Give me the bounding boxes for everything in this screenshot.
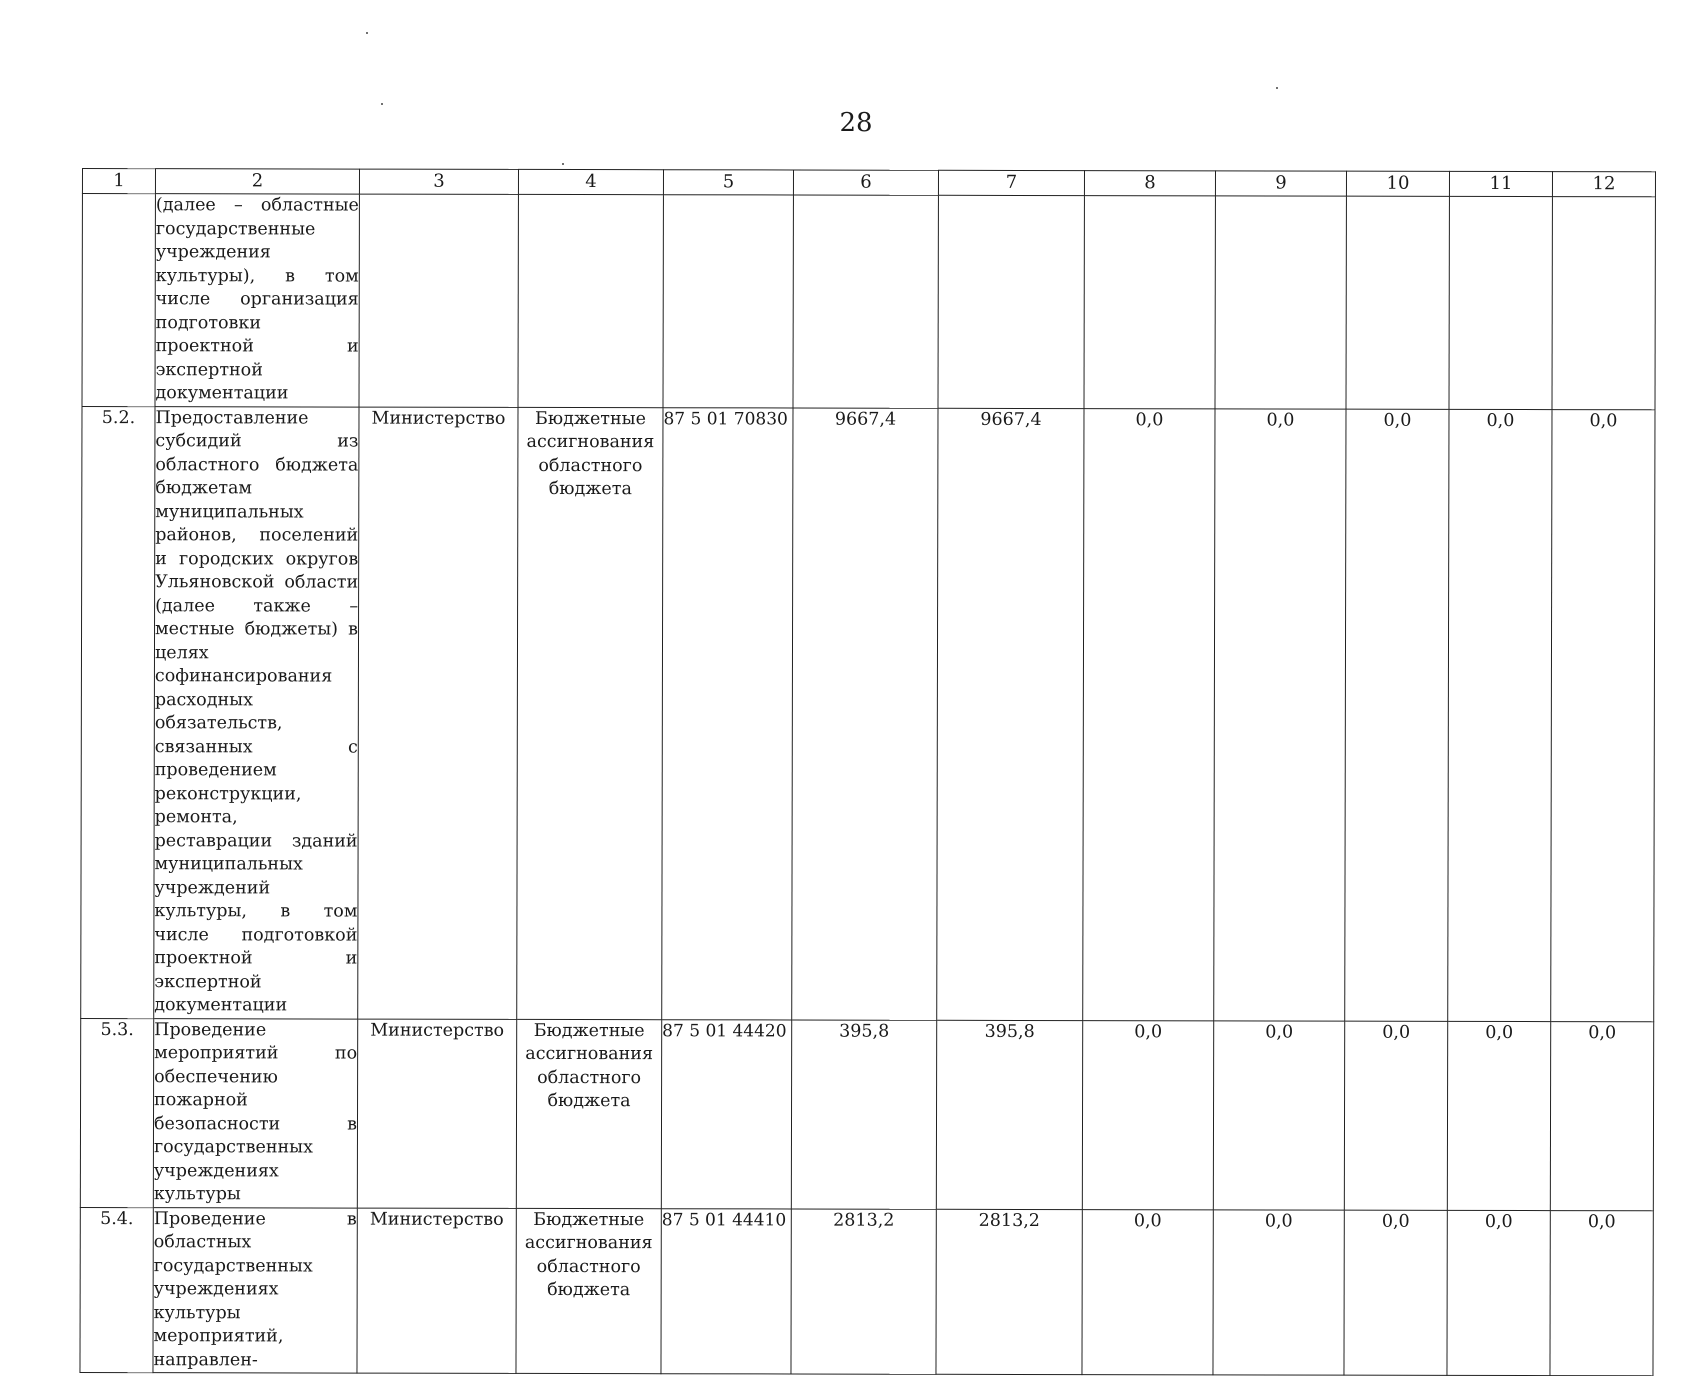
column-header: 7 (938, 170, 1084, 195)
value-cell (938, 195, 1084, 408)
column-header: 9 (1215, 171, 1346, 196)
row-number (82, 194, 155, 407)
table-row (82, 194, 1655, 410)
scan-speck (381, 103, 383, 105)
value-cell (1084, 196, 1215, 409)
row-number: 5.2. (81, 406, 155, 1018)
measure-description: Проведение мероприятий по обеспечению пожарной безопасности в государственных учреждениях культуры (153, 1018, 357, 1207)
column-header: 2 (155, 169, 359, 194)
column-header: 10 (1346, 171, 1449, 196)
value-cell (1215, 196, 1346, 409)
funding-source-cell (518, 194, 663, 407)
value-cell (1346, 196, 1449, 409)
value-cell: 0,0 (1082, 1209, 1213, 1375)
value-cell: 9667,4 (792, 407, 938, 1019)
scan-speck (366, 32, 368, 34)
column-header: 8 (1084, 171, 1215, 196)
column-header: 1 (82, 169, 155, 194)
budget-table (79, 168, 1656, 1376)
value-cell: 395,8 (936, 1020, 1082, 1209)
value-cell: 0,0 (1550, 1210, 1653, 1376)
value-cell: 0,0 (1344, 1021, 1447, 1210)
value-cell: 0,0 (1344, 1210, 1447, 1376)
measure-description: (далее – областные государственные учреждения культуры), в том числе организация подготовки проектной и экспертной документации (155, 194, 359, 407)
value-cell: 0,0 (1345, 409, 1449, 1021)
value-cell (793, 195, 938, 408)
value-cell (1552, 197, 1655, 410)
column-header: 3 (359, 169, 518, 194)
measure-description: Проведение в областных государственных учреждениях культуры мероприятий, направлен- (153, 1207, 357, 1373)
executor-cell: Министерство (357, 1208, 516, 1374)
value-cell: 0,0 (1448, 409, 1552, 1021)
value-cell: 0,0 (1213, 1209, 1344, 1375)
column-header: 11 (1449, 171, 1552, 196)
budget-code-cell: 87 5 01 44410 (661, 1208, 791, 1374)
value-cell: 0,0 (1214, 408, 1346, 1020)
value-cell: 0,0 (1551, 409, 1655, 1021)
value-cell: 0,0 (1213, 1020, 1344, 1209)
value-cell: 0,0 (1447, 1210, 1550, 1376)
value-cell: 395,8 (791, 1019, 936, 1208)
scan-speck (562, 163, 564, 165)
value-cell: 2813,2 (936, 1209, 1082, 1375)
funding-source-cell: Бюджетные ассигнования областного бюджета (516, 1208, 661, 1374)
column-header: 4 (518, 169, 663, 194)
scan-speck (1276, 87, 1278, 89)
table-row (81, 406, 1655, 1021)
value-cell: 0,0 (1082, 1020, 1213, 1209)
value-cell: 9667,4 (937, 408, 1084, 1020)
column-header: 5 (663, 170, 793, 195)
budget-code-cell: 87 5 01 70830 (662, 407, 793, 1019)
row-number: 5.3. (80, 1018, 153, 1207)
executor-cell: Министерство (358, 407, 518, 1019)
page-number: 28 (839, 108, 873, 138)
budget-code-cell: 87 5 01 44420 (661, 1019, 791, 1208)
executor-cell: Министерство (357, 1019, 516, 1208)
column-header: 6 (793, 170, 938, 195)
table-row (80, 1207, 1653, 1376)
value-cell: 0,0 (1447, 1021, 1550, 1210)
value-cell: 2813,2 (791, 1208, 936, 1374)
column-header: 12 (1552, 172, 1655, 197)
funding-source-cell: Бюджетные ассигнования областного бюджета (517, 407, 663, 1019)
budget-code-cell (663, 195, 793, 408)
header-row (82, 169, 1655, 197)
value-cell: 0,0 (1550, 1021, 1653, 1210)
value-cell: 0,0 (1083, 408, 1215, 1020)
funding-source-cell: Бюджетные ассигнования областного бюджета (516, 1019, 661, 1208)
executor-cell (359, 194, 518, 407)
value-cell (1449, 196, 1552, 409)
table-row (80, 1018, 1653, 1210)
measure-description: Предоставление субсидий из областного бюджета бюджетам муниципальных районов, поселений и городских округов Ульяновской области (далее также – местные бюджеты) в целях софинансирования расходных обязательств, связанных с проведением реконструкции, ремонта, реставрации зданий муниципальных учреждений культуры, в том числе подготовкой проектной и экспертной документации (154, 406, 359, 1018)
row-number: 5.4. (80, 1207, 153, 1373)
